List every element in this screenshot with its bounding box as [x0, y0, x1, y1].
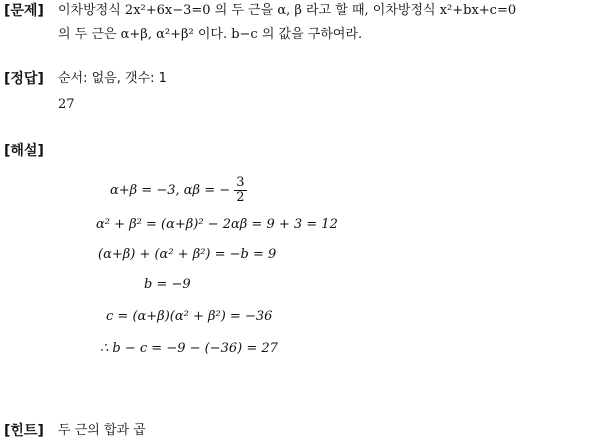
- problem-line-1: 이차방정식 2x²+6x−3=0 의 두 근을 α, β 라고 할 때, 이차방정식 x²+bx+c=0: [58, 3, 517, 18]
- solution-eq-6: ∴ b − c = −9 − (−36) = 27: [100, 341, 278, 356]
- solution-eq-5: c = (α+β)(α² + β²) = −36: [106, 309, 273, 324]
- fraction-denominator: 2: [236, 190, 245, 205]
- answer-tag: [정답]: [4, 71, 44, 87]
- solution-eq-1-fraction: [234, 176, 246, 205]
- fraction-numerator: 3: [236, 175, 245, 190]
- answer-value: 27: [58, 97, 75, 112]
- solution-eq-4: b = −9: [144, 277, 191, 292]
- problem-line-2: 의 두 근은 α+β, α²+β² 이다. b−c 의 값을 구하여라.: [58, 27, 363, 42]
- solution-eq-1-left: α+β = −3, αβ = −: [110, 183, 231, 198]
- hint-tag: [힌트]: [4, 423, 44, 439]
- solution-eq-2: α² + β² = (α+β)² − 2αβ = 9 + 3 = 12: [96, 217, 338, 232]
- solution-eq-1: [110, 176, 247, 205]
- solution-eq-3: (α+β) + (α² + β²) = −b = 9: [98, 247, 277, 262]
- answer-meta: 순서: 없음, 갯수: 1: [58, 71, 167, 86]
- problem-tag: [문제]: [4, 3, 44, 19]
- hint-text: 두 근의 합과 곱: [58, 423, 146, 438]
- solution-tag: [해설]: [4, 143, 44, 159]
